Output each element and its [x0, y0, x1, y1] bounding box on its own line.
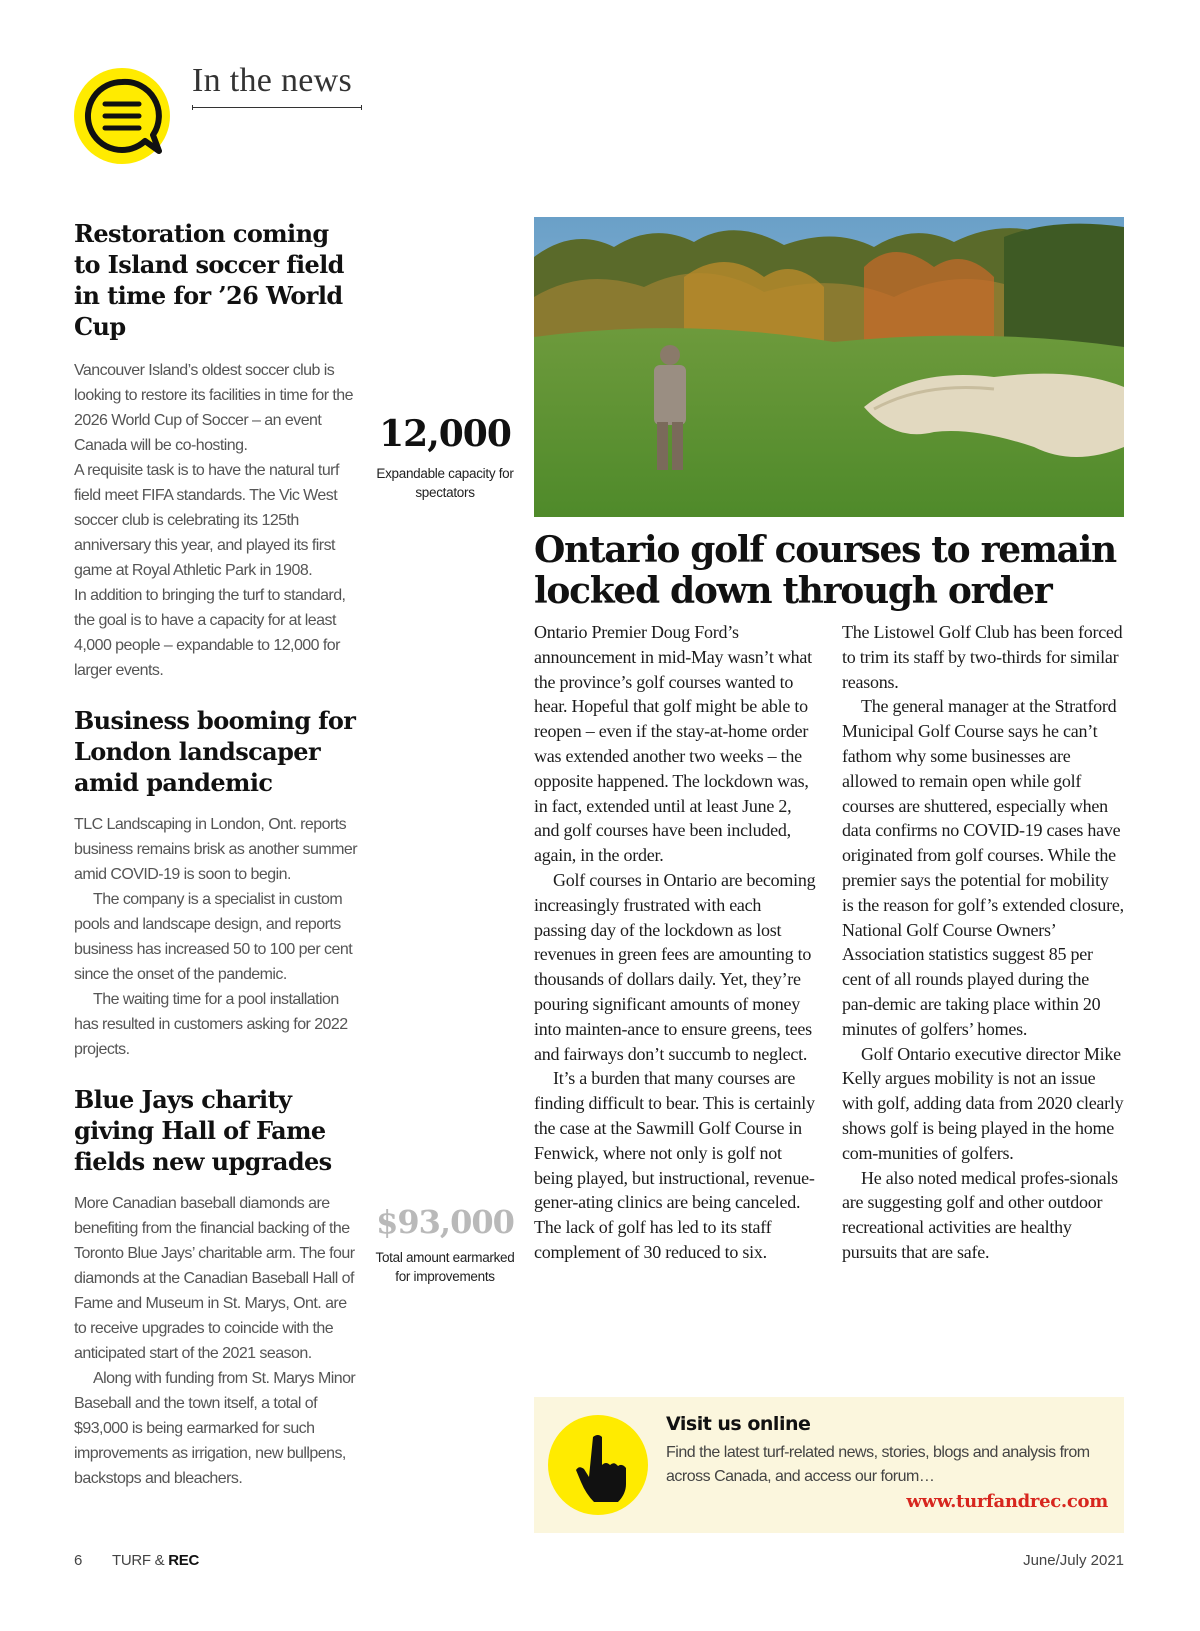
story-headline: Blue Jays charity giving Hall of Fame fields new upgrades — [74, 1085, 332, 1176]
callout-text: Find the latest turf-related news, stories, blogs and analysis from across Canada, and access our forum… — [666, 1444, 1090, 1485]
story-paragraph: TLC Landscaping in London, Ont. reports business remains brisk as another summer amid COVID-19 is soon to begin. — [74, 816, 358, 883]
main-story-body — [534, 620, 1124, 1265]
story-blue-jays — [74, 1084, 360, 1491]
story-soccer — [74, 218, 360, 683]
golf-course-photo — [534, 217, 1124, 517]
issue-date: June/July 2021 — [1023, 1552, 1124, 1569]
section-rule — [192, 107, 362, 108]
pointer-hand-icon — [548, 1415, 648, 1515]
main-paragraph: Ontario Premier Doug Ford’s announcement in mid-May wasn’t what the province’s golf courses wanted to hear. Hopeful that golf might be able to reopen – even if the stay-at-home order was extended another two weeks – the opposite happened. The lockdown was, in fact, extended until at least June 2, and golf courses have been included, again, in the order. — [534, 622, 812, 866]
story-paragraph: A requisite task is to have the natural turf field meet FIFA standards. The Vic West soccer club is celebrating its 125th anniversary this year, and played its first game at Royal Athletic Park in 1908. — [74, 462, 339, 579]
section-title: In the news — [192, 62, 353, 99]
stat-capacity — [372, 412, 518, 502]
visit-online-callout — [534, 1397, 1124, 1533]
main-column-2 — [842, 620, 1124, 1265]
brand-suffix: REC — [168, 1552, 200, 1569]
main-paragraph: Golf courses in Ontario are becoming increasingly frustrated with each passing day of the lockdown as lost revenues in green fees are amounting to thousands of dollars daily. Yet, they’re pouring significant amounts of money into mainten-ance to ensure greens, tees and fairways don’t succumb to neglect. — [534, 869, 816, 1064]
chat-bubble-menu-icon — [72, 66, 176, 170]
story-paragraph: The waiting time for a pool installation has resulted in customers asking for 2022 projects. — [74, 991, 348, 1058]
story-paragraph: Vancouver Island’s oldest soccer club is looking to restore its facilities in time for the 2026 World Cup of Soccer – an event Canada will be co-hosting. — [74, 362, 353, 454]
story-paragraph: More Canadian baseball diamonds are benefiting from the financial backing of the Toronto Blue Jays’ charitable arm. The four diamonds at the Canadian Baseball Hall of Fame and Museum in St. Marys, Ont. are to receive upgrades to coincide with the anticipated start of the 2021 season. — [74, 1195, 355, 1362]
left-column — [74, 218, 360, 1491]
story-paragraph: The company is a specialist in custom pools and landscape design, and reports business has increased 50 to 100 per cent since the onset of the pandemic. — [74, 891, 353, 983]
main-paragraph: It’s a burden that many courses are finding difficult to bear. This is certainly the case at the Sawmill Golf Course in Fenwick, where not only is golf not being played, but instructional, revenue-gener-ating clinics are being canceled. The lack of golf has led to its staff complement of 30 reduced to six. — [534, 1068, 815, 1262]
main-paragraph: He also noted medical profes-sionals are suggesting golf and other outdoor recreational activities are healthy pursuits that are safe. — [842, 1167, 1118, 1262]
main-headline: Ontario golf courses to remain locked down through order — [534, 529, 1116, 612]
main-paragraph: The general manager at the Stratford Municipal Golf Course says he can’t fathom why some businesses are allowed to remain open while golf courses are shuttered, especially when data confirms no COVID-19 cases have originated from golf courses. While the premier says the potential for mobility is the reason for golf’s extended closure, National Golf Course Owners’ Association statistics suggest 85 per cent of all rounds played during the pan-demic are taking place within 20 minutes of golfers’ homes. — [842, 696, 1124, 1039]
main-column-1 — [534, 620, 816, 1265]
page-footer — [74, 1552, 1124, 1572]
callout-title: Visit us online — [666, 1413, 811, 1435]
page-number: 6 — [74, 1552, 83, 1569]
brand-prefix: TURF & — [112, 1552, 169, 1569]
main-paragraph: Golf Ontario executive director Mike Kelly argues mobility is not an issue with golf, adding data from 2020 clearly shows golf is being played in the home com-munities of golfers. — [842, 1043, 1124, 1163]
story-headline: Business booming for London landscaper amid pandemic — [74, 706, 356, 797]
stat-funding — [372, 1200, 518, 1286]
story-paragraph: In addition to bringing the turf to standard, the goal is to have a capacity for at least 4,000 people – expandable to 12,000 for larger events. — [74, 587, 346, 679]
stat-caption: Total amount earmarked for improvements — [375, 1250, 515, 1284]
story-landscaper — [74, 705, 360, 1062]
story-paragraph: Along with funding from St. Marys Minor Baseball and the town itself, a total of $93,000 is being earmarked for such improvements as irrigation, new bullpens, backstops and bleachers. — [74, 1370, 356, 1487]
website-link[interactable]: www.turfandrec.com — [906, 1491, 1108, 1512]
magazine-brand — [112, 1552, 199, 1569]
stat-number: $93,000 — [376, 1203, 514, 1241]
story-headline: Restoration coming to Island soccer field in time for ’26 World Cup — [74, 219, 344, 341]
stat-number: 12,000 — [379, 413, 511, 455]
stat-caption: Expandable capacity for spectators — [376, 466, 514, 500]
main-paragraph: The Listowel Golf Club has been forced to trim its staff by two-thirds for similar reasons. — [842, 622, 1123, 692]
